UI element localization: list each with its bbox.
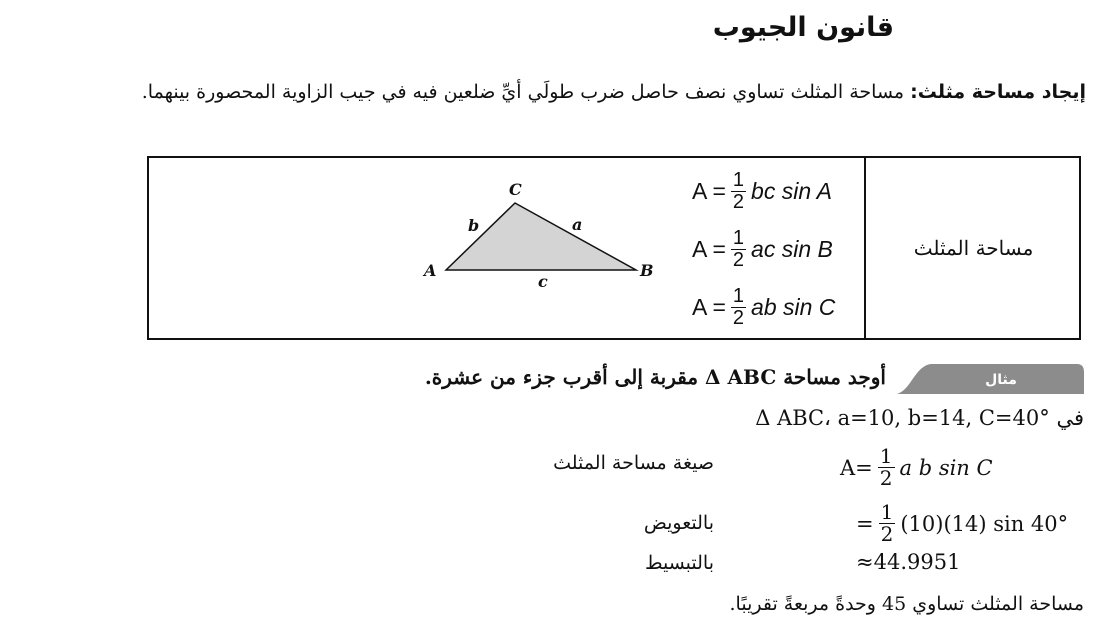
side-label-b: b (468, 216, 480, 235)
example-tab (897, 362, 1085, 394)
example-tab-label: مثال (985, 372, 1017, 388)
step-1-equation: A= $\frac{1}{2}$ a b sin C (840, 444, 993, 490)
triangle-diagram (420, 174, 670, 299)
fraction: $\frac{1}{2}$ (732, 285, 745, 329)
formula-lhs: A = (692, 236, 726, 262)
formula-rhs: ab sin C (751, 294, 836, 320)
formula-rhs: ac sin B (751, 236, 833, 262)
formula-rhs: bc sin A (751, 178, 832, 204)
vertex-label-a: A (424, 261, 437, 280)
step-3-label: بالتبسيط (644, 552, 714, 574)
fraction: $\frac{1}{2}$ (880, 500, 894, 546)
step-2-equation: = $\frac{1}{2}$ (10)(14) sin 40° (856, 500, 1069, 546)
example-heading: أوجد مساحة Δ ABC مقربة إلى أقرب جزء من عشرة. (424, 365, 886, 389)
triangle-shape (446, 203, 636, 270)
fraction: $\frac{1}{2}$ (879, 444, 893, 490)
vertex-label-b: B (640, 261, 654, 280)
vertex-label-c: C (509, 180, 522, 199)
fraction: $\frac{1}{2}$ (732, 169, 745, 213)
intro-body: مساحة المثلث تساوي نصف حاصل ضرب طولَي أيِّ ضلعين فيه في جيب الزاوية المحصورة بينهما. (141, 81, 911, 103)
given-math: Δ ABC، a=10, b=14, C=40° (755, 406, 1050, 430)
intro-paragraph (26, 72, 1086, 112)
example-conclusion: مساحة المثلث تساوي 45 وحدةً مربعةً تقريبًا. (729, 593, 1084, 615)
step-1-label: صيغة مساحة المثلث (553, 452, 714, 474)
area-formula-c (692, 286, 835, 329)
step-3-equation: ≈44.9951 (856, 550, 961, 574)
area-formula-b (692, 228, 833, 271)
side-label-a: a (572, 215, 583, 234)
side-label-c: c (538, 272, 548, 291)
intro-lead: إيجاد مساحة مثلث: (910, 81, 1086, 103)
formula-lhs: A = (692, 294, 726, 320)
area-formula-a (692, 170, 832, 213)
given-prefix: في (1056, 406, 1084, 430)
formula-lhs: A = (692, 178, 726, 204)
example-given (755, 406, 1084, 430)
page-title: قانون الجيوب (712, 12, 894, 43)
fraction: $\frac{1}{2}$ (732, 227, 745, 271)
area-box-label: مساحة المثلث (913, 236, 1034, 260)
step-2-label: بالتعويض (643, 512, 714, 534)
